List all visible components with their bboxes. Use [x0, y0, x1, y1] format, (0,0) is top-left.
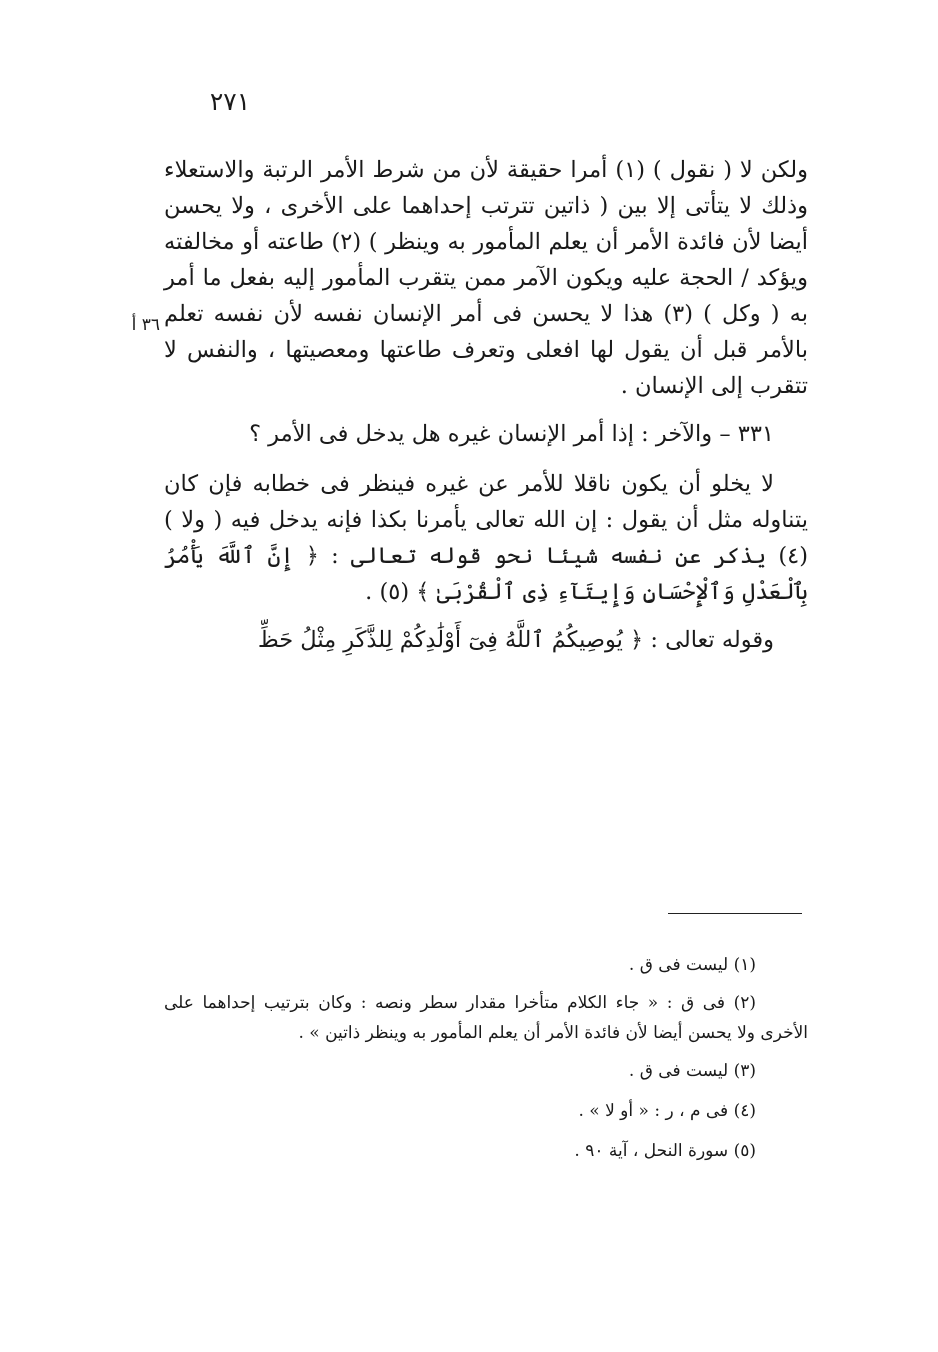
body-paragraph-3: لا يخلو أن يكون ناقلا للأمر عن غيره فينظر فى خطابه فإن كان يتناوله مثل أن يقول : إن الله تعالى يأمرنا بكذا فإنه يدخل فيه ( ولا ) (٤) يذكر عن نفسه شيئا نحو قوله تعالى : ﴿ إِنَّ ٱللَّهَ يَأْمُرُ بِٱلْعَدْلِ وَٱلْإِحْسَانِ وَإِيتَآءِ ذِى ٱلْقُرْبَىٰ ﴾ (٥) .: [164, 471, 808, 605]
footnote-5: (٥) سورة النحل ، آية ٩٠ .: [574, 1141, 756, 1161]
footnote-divider: [668, 913, 802, 914]
footnote-4: (٤) فى م ، ر : « أو لا » .: [578, 1101, 756, 1121]
section-heading-331: ٣٣١ – والآخر : إذا أمر الإنسان غيره هل يدخل فى الأمر ؟: [249, 421, 774, 447]
margin-folio-note: ٣٦ أ: [131, 315, 160, 335]
footnotes: [164, 948, 808, 1174]
body-paragraph-1: ولكن لا ( نقول ) (١) أمرا حقيقة لأن من شرط الأمر الرتبة والاستعلاء وذلك لا يتأتى إلا بين ( ذاتين تترتب إحداهما على الأخرى ، ولا يحسن أيضا لأن فائدة الأمر أن يعلم المأمور به وينظر ) (٢) طاعته أو مخالفته ويؤكد / الحجة عليه ويكون الآمر ممن يتقرب المأمور إليه بفعل ما أمر به ( وكل ) (٣) هذا لا يحسن فى أمر الإنسان نفسه لأن نفسه تعلم بالأمر قبل أن يقول لها افعلى وتعرف طاعتها ومعصيتها ، والنفس لا تتقرب إلى الإنسان .: [164, 157, 808, 399]
main-text: [164, 152, 808, 658]
footnote-3: (٣) ليست فى ق .: [628, 1061, 756, 1081]
page-number: ٢٧١: [209, 87, 251, 116]
footnote-2: (٢) فى ق : « جاء الكلام متأخرا مقدار سطر ونصه : وكان بترتيب إحداهما على الأخرى ولا يحسن أيضا لأن فائدة الأمر أن يعلم المأمور به وينظر ذاتين » .: [164, 993, 808, 1043]
footnote-1: (١) ليست فى ق .: [628, 955, 756, 975]
body-paragraph-4: وقوله تعالى : ﴿ يُوصِيكُمُ ٱللَّهُ فِىٓ أَوْلَٰدِكُمْ لِلذَّكَرِ مِثْلُ حَظِّ: [257, 627, 774, 653]
